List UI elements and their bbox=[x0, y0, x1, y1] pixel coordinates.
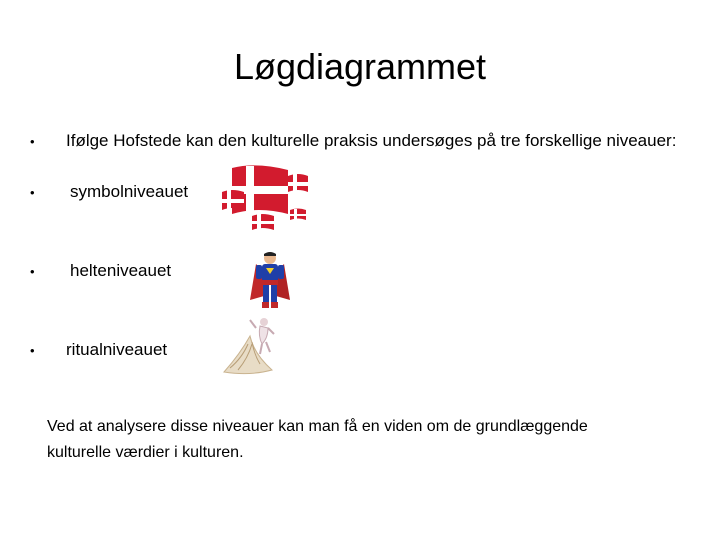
bullet-hero bbox=[30, 261, 171, 281]
superhero-icon bbox=[246, 250, 294, 310]
flag-small-right bbox=[288, 174, 308, 192]
dancers-icon bbox=[220, 314, 280, 378]
bullet-marker: • bbox=[30, 184, 35, 200]
bullet-marker: • bbox=[30, 342, 35, 358]
bullet-marker: • bbox=[30, 263, 35, 279]
bullet-intro bbox=[30, 131, 676, 151]
slide-title: Løgdiagrammet bbox=[233, 46, 487, 87]
footer-text: Ved at analysere disse niveauer kan man få en viden om de grundlæggende kulturelle værdier i kulturen. bbox=[47, 418, 588, 461]
danish-flags-icon bbox=[218, 162, 310, 232]
bullet-text: ritualniveauet bbox=[66, 340, 168, 359]
flag-small-bottom bbox=[252, 214, 274, 230]
bullet-ritual bbox=[30, 340, 167, 360]
bullet-marker: • bbox=[30, 133, 35, 149]
bullet-text: helteniveauet bbox=[70, 261, 172, 280]
bullet-text: symbolniveauet bbox=[70, 182, 189, 201]
flag-tiny bbox=[290, 209, 306, 221]
bullet-text: Ifølge Hofstede kan den kulturelle praksis undersøges på tre forskellige niveauer: bbox=[66, 131, 677, 150]
flag-small-left bbox=[222, 190, 244, 210]
bullet-symbol bbox=[30, 182, 188, 202]
